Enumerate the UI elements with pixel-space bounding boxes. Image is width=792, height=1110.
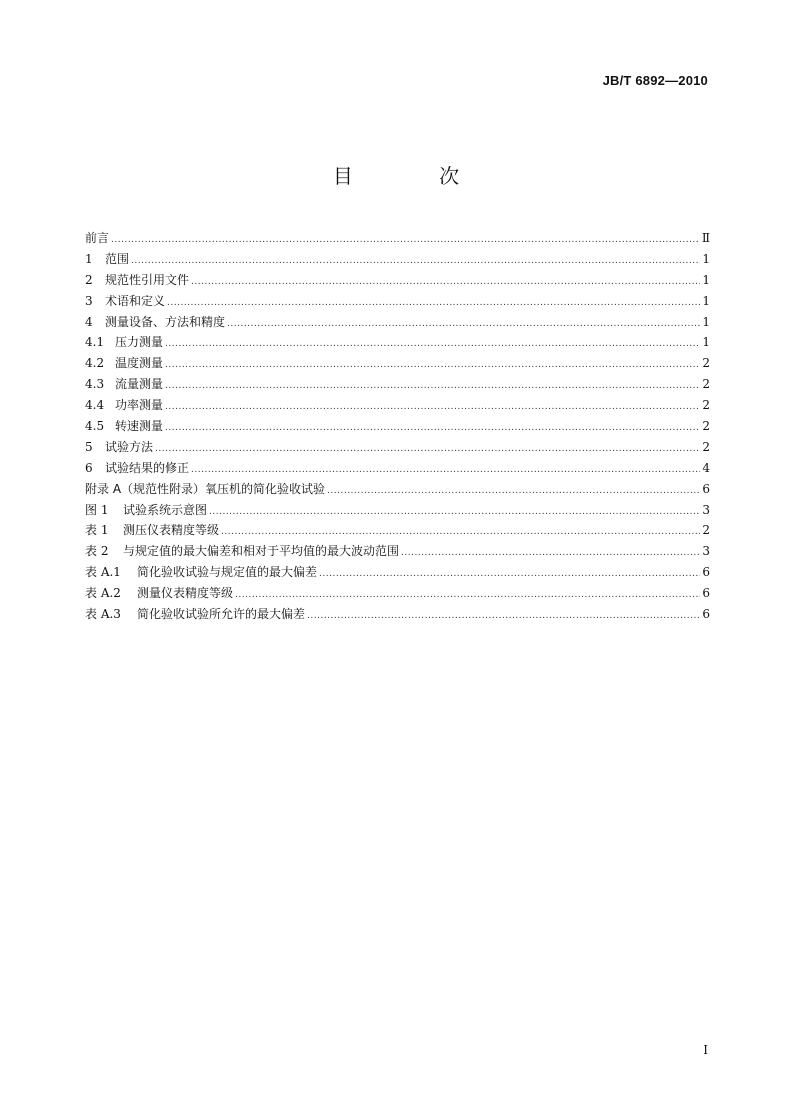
toc-entry[interactable] <box>85 291 710 312</box>
toc-dot-leader <box>165 334 700 355</box>
toc-entry-number: 1 <box>85 251 93 266</box>
toc-entry[interactable] <box>85 270 710 291</box>
toc-entry-label: 简化验收试验所允许的最大偏差 <box>137 607 306 622</box>
toc-entry-number: 5 <box>85 439 93 454</box>
toc-dot-leader <box>191 272 700 293</box>
toc-entry-label: 试验方法 <box>105 439 154 454</box>
toc-entry-number: 4.4 <box>85 398 105 413</box>
table-of-contents <box>85 228 710 625</box>
toc-dot-leader <box>165 418 700 439</box>
toc-entry-label: 功率测量 <box>115 398 164 413</box>
toc-entry-page: 1 <box>702 293 710 308</box>
toc-entry-label: 压力测量 <box>115 335 164 350</box>
toc-entry-number: 图 1 <box>85 502 109 517</box>
toc-dot-leader <box>319 564 700 585</box>
toc-entry-label: 简化验收试验与规定值的最大偏差 <box>137 565 318 580</box>
toc-dot-leader <box>165 376 700 397</box>
toc-entry-label: 测量设备、方法和精度 <box>105 314 226 329</box>
toc-entry-page: 1 <box>702 251 710 266</box>
toc-entry-label: 温度测量 <box>115 356 164 371</box>
toc-entry[interactable] <box>85 604 710 625</box>
toc-entry-page: 2 <box>702 523 710 538</box>
toc-entry-label: 转速测量 <box>115 419 164 434</box>
toc-entry-number: 表 A.1 <box>85 565 121 580</box>
toc-entry[interactable] <box>85 395 710 416</box>
toc-entry[interactable] <box>85 416 710 437</box>
toc-entry-number: 表 1 <box>85 523 109 538</box>
toc-entry[interactable] <box>85 583 710 604</box>
toc-dot-leader <box>227 314 700 335</box>
toc-entry-label: 测压仪表精度等级 <box>123 523 220 538</box>
toc-entry-number: 表 A.3 <box>85 607 121 622</box>
toc-entry-page: 6 <box>702 586 710 601</box>
toc-entry[interactable] <box>85 228 710 249</box>
toc-entry-number: 4.2 <box>85 356 105 371</box>
toc-entry-page: 2 <box>702 398 710 413</box>
toc-entry-label: 流量测量 <box>115 377 164 392</box>
toc-entry[interactable] <box>85 332 710 353</box>
toc-entry-number: 6 <box>85 460 93 475</box>
toc-entry-label: 范围 <box>105 251 130 266</box>
toc-entry-number: 4 <box>85 314 93 329</box>
toc-entry-label: 前言 <box>85 231 110 245</box>
toc-entry-label: 试验结果的修正 <box>105 460 190 475</box>
toc-entry-page: 1 <box>702 272 710 287</box>
toc-dot-leader <box>209 502 700 523</box>
toc-entry-number: 表 2 <box>85 544 109 559</box>
toc-entry-label: 规范性引用文件 <box>105 272 190 287</box>
toc-entry-page: 6 <box>702 481 710 496</box>
toc-entry-page: 2 <box>702 439 710 454</box>
toc-entry-number: 4.5 <box>85 419 105 434</box>
toc-entry[interactable] <box>85 374 710 395</box>
toc-dot-leader <box>111 230 700 251</box>
toc-entry-page: 2 <box>702 419 710 434</box>
toc-entry-page: 1 <box>702 335 710 350</box>
toc-entry-label: 与规定值的最大偏差和相对于平均值的最大波动范围 <box>123 544 400 559</box>
toc-dot-leader <box>131 251 700 272</box>
toc-entry[interactable] <box>85 500 710 521</box>
toc-entry-page: 3 <box>702 502 710 517</box>
toc-entry-number: 4.3 <box>85 377 105 392</box>
toc-entry-page: 1 <box>702 314 710 329</box>
toc-entry-page: Ⅱ <box>701 231 710 245</box>
toc-dot-leader <box>155 439 700 460</box>
page-number: I <box>703 1043 708 1057</box>
toc-dot-leader <box>167 293 700 314</box>
toc-entry[interactable] <box>85 437 710 458</box>
toc-entry[interactable] <box>85 541 710 562</box>
toc-dot-leader <box>235 585 700 606</box>
toc-dot-leader <box>165 355 700 376</box>
toc-entry-label: 试验系统示意图 <box>123 502 208 517</box>
toc-entry-label: 术语和定义 <box>105 293 166 308</box>
toc-entry[interactable] <box>85 249 710 270</box>
toc-entry[interactable] <box>85 520 710 541</box>
toc-entry-page: 6 <box>702 565 710 580</box>
toc-entry-number: 2 <box>85 272 93 287</box>
toc-entry[interactable] <box>85 312 710 333</box>
toc-entry-number: 表 A.2 <box>85 586 121 601</box>
toc-entry[interactable] <box>85 353 710 374</box>
toc-entry-page: 2 <box>702 377 710 392</box>
toc-dot-leader <box>307 606 700 627</box>
toc-entry[interactable] <box>85 479 710 500</box>
toc-entry[interactable] <box>85 562 710 583</box>
toc-dot-leader <box>165 397 700 418</box>
toc-entry[interactable] <box>85 458 710 479</box>
toc-entry-page: 6 <box>702 607 710 622</box>
toc-dot-leader <box>327 481 700 502</box>
standard-number: JB/T 6892—2010 <box>602 73 708 88</box>
toc-entry-page: 4 <box>702 460 710 475</box>
page-title: 目 次 <box>332 164 500 188</box>
toc-entry-label: 附录 A（规范性附录）氧压机的简化验收试验 <box>85 481 326 496</box>
toc-dot-leader <box>221 522 700 543</box>
toc-entry-number: 4.1 <box>85 335 105 350</box>
toc-entry-page: 3 <box>702 544 710 559</box>
toc-dot-leader <box>191 460 700 481</box>
toc-entry-label: 测量仪表精度等级 <box>137 586 234 601</box>
toc-entry-page: 2 <box>702 356 710 371</box>
toc-entry-number: 3 <box>85 293 93 308</box>
toc-dot-leader <box>401 543 700 564</box>
